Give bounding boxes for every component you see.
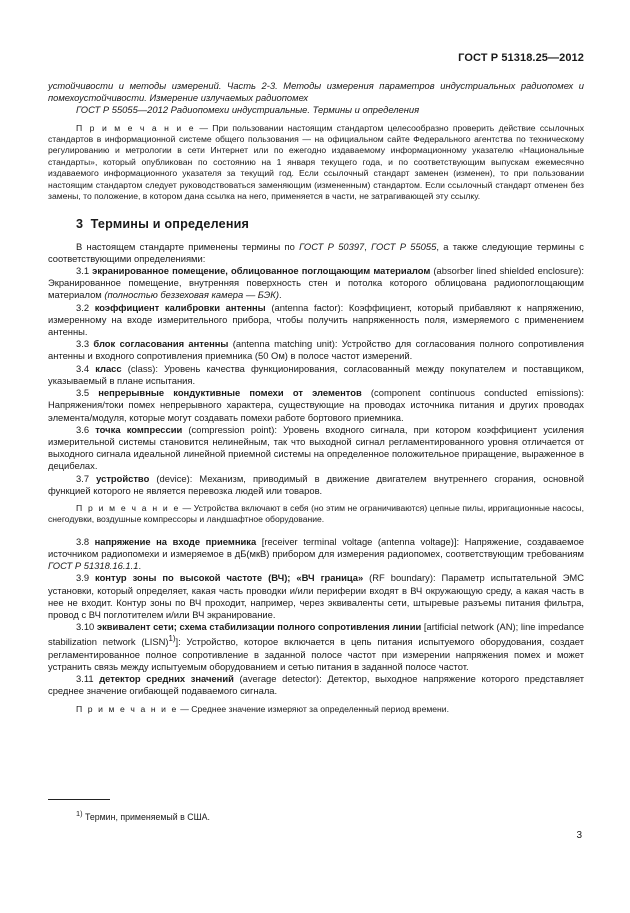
term-definition: (antenna matching unit): Устройство для согласования полного сопротивления антенны и входного сопротивления приемника (50 Ом) в полосе частот измерений.: [48, 338, 584, 362]
term-3-4: [48, 363, 584, 387]
term-3-3: [48, 338, 584, 362]
term-definition-cont: ]: Устройство, которое включается в цепь питания испытуемого оборудования, создает регламентированное полное сопротивление в заданной полосе частот при измерении напряжения помех и может устранить связь между испытуемым оборудованием и сетью питания в заданной полосе частот.: [48, 636, 585, 672]
note-text: — При пользовании настоящим стандартом целесообразно проверить действие ссылочных стандартов в информационной системе общего пользования — на официальном сайте Федерального агентства по техническому регулированию и метрологии в сети Интернет или по ежегодно издаваемому информационному указателю «Национальные стандарты», который опубликован по состоянию на 1 января текущего года, и по соответствующим выпускам ежемесячно издаваемого информационного указателя за текущий год. Если ссылочный стандарт заменен (изменен), то при пользовании настоящим стандартом следует руководствоваться заменяющим (измененным) стандартом. Если ссылочный стандарт отменен без замены, то положение, в котором дана ссылка на него, применяется в части, не затрагивающей эту ссылку.: [48, 122, 585, 202]
page-content: [48, 80, 584, 715]
term-end: .: [138, 560, 142, 572]
term-end: .: [278, 289, 282, 301]
term-name: класс: [95, 362, 122, 374]
term-number: 3.5: [76, 387, 99, 399]
note-label: П р и м е ч а н и е: [76, 502, 180, 513]
note-references: [48, 123, 584, 203]
term-definition: (compression point): Уровень входного сигнала, при котором коэффициент усиления измерительной системы становится нелинейным, так что выходной сигнал регламентированного уровня отличается от выходного сигнала идеальной линейной приемной системы на определенное положительное приращение, выраженное в децибелах.: [48, 423, 584, 472]
note-label: П р и м е ч а н и е: [76, 122, 196, 133]
term-number: 3.2: [76, 301, 95, 313]
section-intro: [48, 241, 584, 265]
term-number: 3.11: [76, 673, 100, 685]
term-number: 3.1: [76, 265, 93, 277]
term-definition: (component continuous conducted emissions): Напряжения/токи помех непрерывного характера, существующие на проводах источника питания и других проводах элемента/модуля, которые могут создавать помехи работе бортового приемника.: [48, 387, 584, 423]
term-3-7: [48, 473, 584, 497]
note-average: [48, 704, 584, 715]
reference-gost-55055: ГОСТ Р 55055—2012 Радиопомехи индустриальные. Термины и определения: [76, 104, 420, 116]
term-name: непрерывные кондуктивные помехи от элементов: [98, 387, 362, 399]
term-3-10: [48, 621, 584, 673]
term-definition: [artificial network (AN); line impedance stabilization network (LISN): [48, 621, 585, 648]
intro-ref-55055: ГОСТ Р 55055: [371, 240, 437, 252]
footnote: [76, 808, 210, 823]
term-name: блок согласования антенны: [93, 338, 229, 350]
term-name: детектор средних значений: [99, 673, 234, 685]
term-name: экранированное помещение, облицованное поглощающим материалом: [92, 265, 431, 277]
term-definition: (class): Уровень качества функционирования, согласованный между покупателем и поставщиком, указываемый в плане испытания.: [48, 362, 584, 386]
intro-ref-50397: ГОСТ Р 50397: [299, 240, 365, 252]
document-id-header: ГОСТ Р 51318.25—2012: [458, 52, 584, 64]
term-number: 3.7: [76, 472, 97, 484]
note-text: — Среднее значение измеряют за определенный период времени.: [177, 703, 449, 714]
page-number: 3: [576, 830, 582, 841]
note-text: — Устройства включают в себя (но этим не ограничиваются) цепные пилы, ирригационные насосы, снегодувки, воздушные компрессоры и ландшафтное оборудование.: [48, 502, 584, 525]
term-name: точка компрессии: [95, 423, 183, 435]
term-number: 3.3: [76, 338, 94, 350]
note-devices: [48, 503, 584, 526]
term-definition: (absorber lined shielded enclosure): Экранированное помещение, внутренняя поверхность стен и потолка которого облицована радиопоглощающим материалом: [48, 265, 585, 301]
term-definition: (average detector): Детектор, выходное напряжение которого представляет среднее значение огибающей подаваемого сигнала.: [48, 673, 585, 697]
section-heading: [48, 218, 584, 230]
footnote-divider: [48, 799, 110, 800]
intro-text-end: , а также следующие термины с соответствующими определениями:: [48, 240, 584, 264]
term-3-5: [48, 387, 584, 424]
term-3-9: [48, 572, 584, 621]
term-name: напряжение на входе приемника: [94, 535, 257, 547]
term-name: контур зоны по высокой частоте (ВЧ); «ВЧ граница»: [95, 572, 364, 584]
intro-text: В настоящем стандарте применены термины по: [76, 240, 300, 252]
term-number: 3.9: [76, 572, 96, 584]
term-reference: ГОСТ Р 51318.16.1.1: [48, 560, 139, 572]
term-name: коэффициент калибровки антенны: [94, 301, 266, 313]
reference-continuation: устойчивости и методы измерений. Часть 2-3. Методы измерения параметров индустриальных радиопомех и помехоустойчивости. Измерение излучаемых радиопомех: [48, 80, 584, 104]
section-title: Термины и определения: [90, 217, 250, 232]
footnote-marker: 1): [168, 634, 176, 644]
term-3-8: [48, 536, 584, 573]
term-abbreviation: (полностью беззеховая камера — БЭК): [104, 289, 279, 301]
term-definition: (antenna factor): Коэффициент, который прибавляют к напряжению, измеренному на входе измерительного прибора, чтобы получить напряженность поля, измеряемого с применением антенны.: [48, 301, 584, 338]
note-label: П р и м е ч а н и е: [76, 703, 178, 714]
term-definition: [receiver terminal voltage (antenna voltage)]: Напряжение, создаваемое источником радиопомехи и измеряемое в дБ(мкВ) прибором для измерения радиопомех, соответствующим требованиям: [48, 535, 584, 559]
term-number: 3.6: [76, 423, 96, 435]
term-definition: (RF boundary): Параметр испытательной ЭМС установки, который определяет, какая часть проводки и/или периферии входят в ВЧ окружающую среду, а какая часть в нее не входит. Контур зоны по ВЧ проходит, например, через эквиваленты сети, штыревые разъемы питания фильтра, провод с ВЧ поглотителем и/или ВЧ экранирование.: [48, 572, 585, 620]
term-3-2: [48, 302, 584, 339]
footnote-text: Термин, применяемый в США.: [82, 811, 210, 822]
term-name: эквивалент сети; схема стабилизации полного сопротивления линии: [96, 621, 422, 633]
term-definition: (device): Механизм, приводимый в движение двигателем внутреннего сгорания, основной функцией которого не является перевозка людей или товаров.: [48, 472, 585, 496]
term-number: 3.4: [76, 362, 96, 374]
term-name: устройство: [96, 472, 150, 484]
term-number: 3.10: [76, 621, 97, 633]
term-3-1: [48, 265, 584, 302]
term-3-11: [48, 673, 584, 697]
section-number: 3: [76, 217, 84, 232]
footnote-number: 1): [76, 809, 83, 818]
term-3-6: [48, 424, 584, 473]
intro-separator: ,: [364, 240, 372, 252]
term-number: 3.8: [76, 535, 95, 547]
